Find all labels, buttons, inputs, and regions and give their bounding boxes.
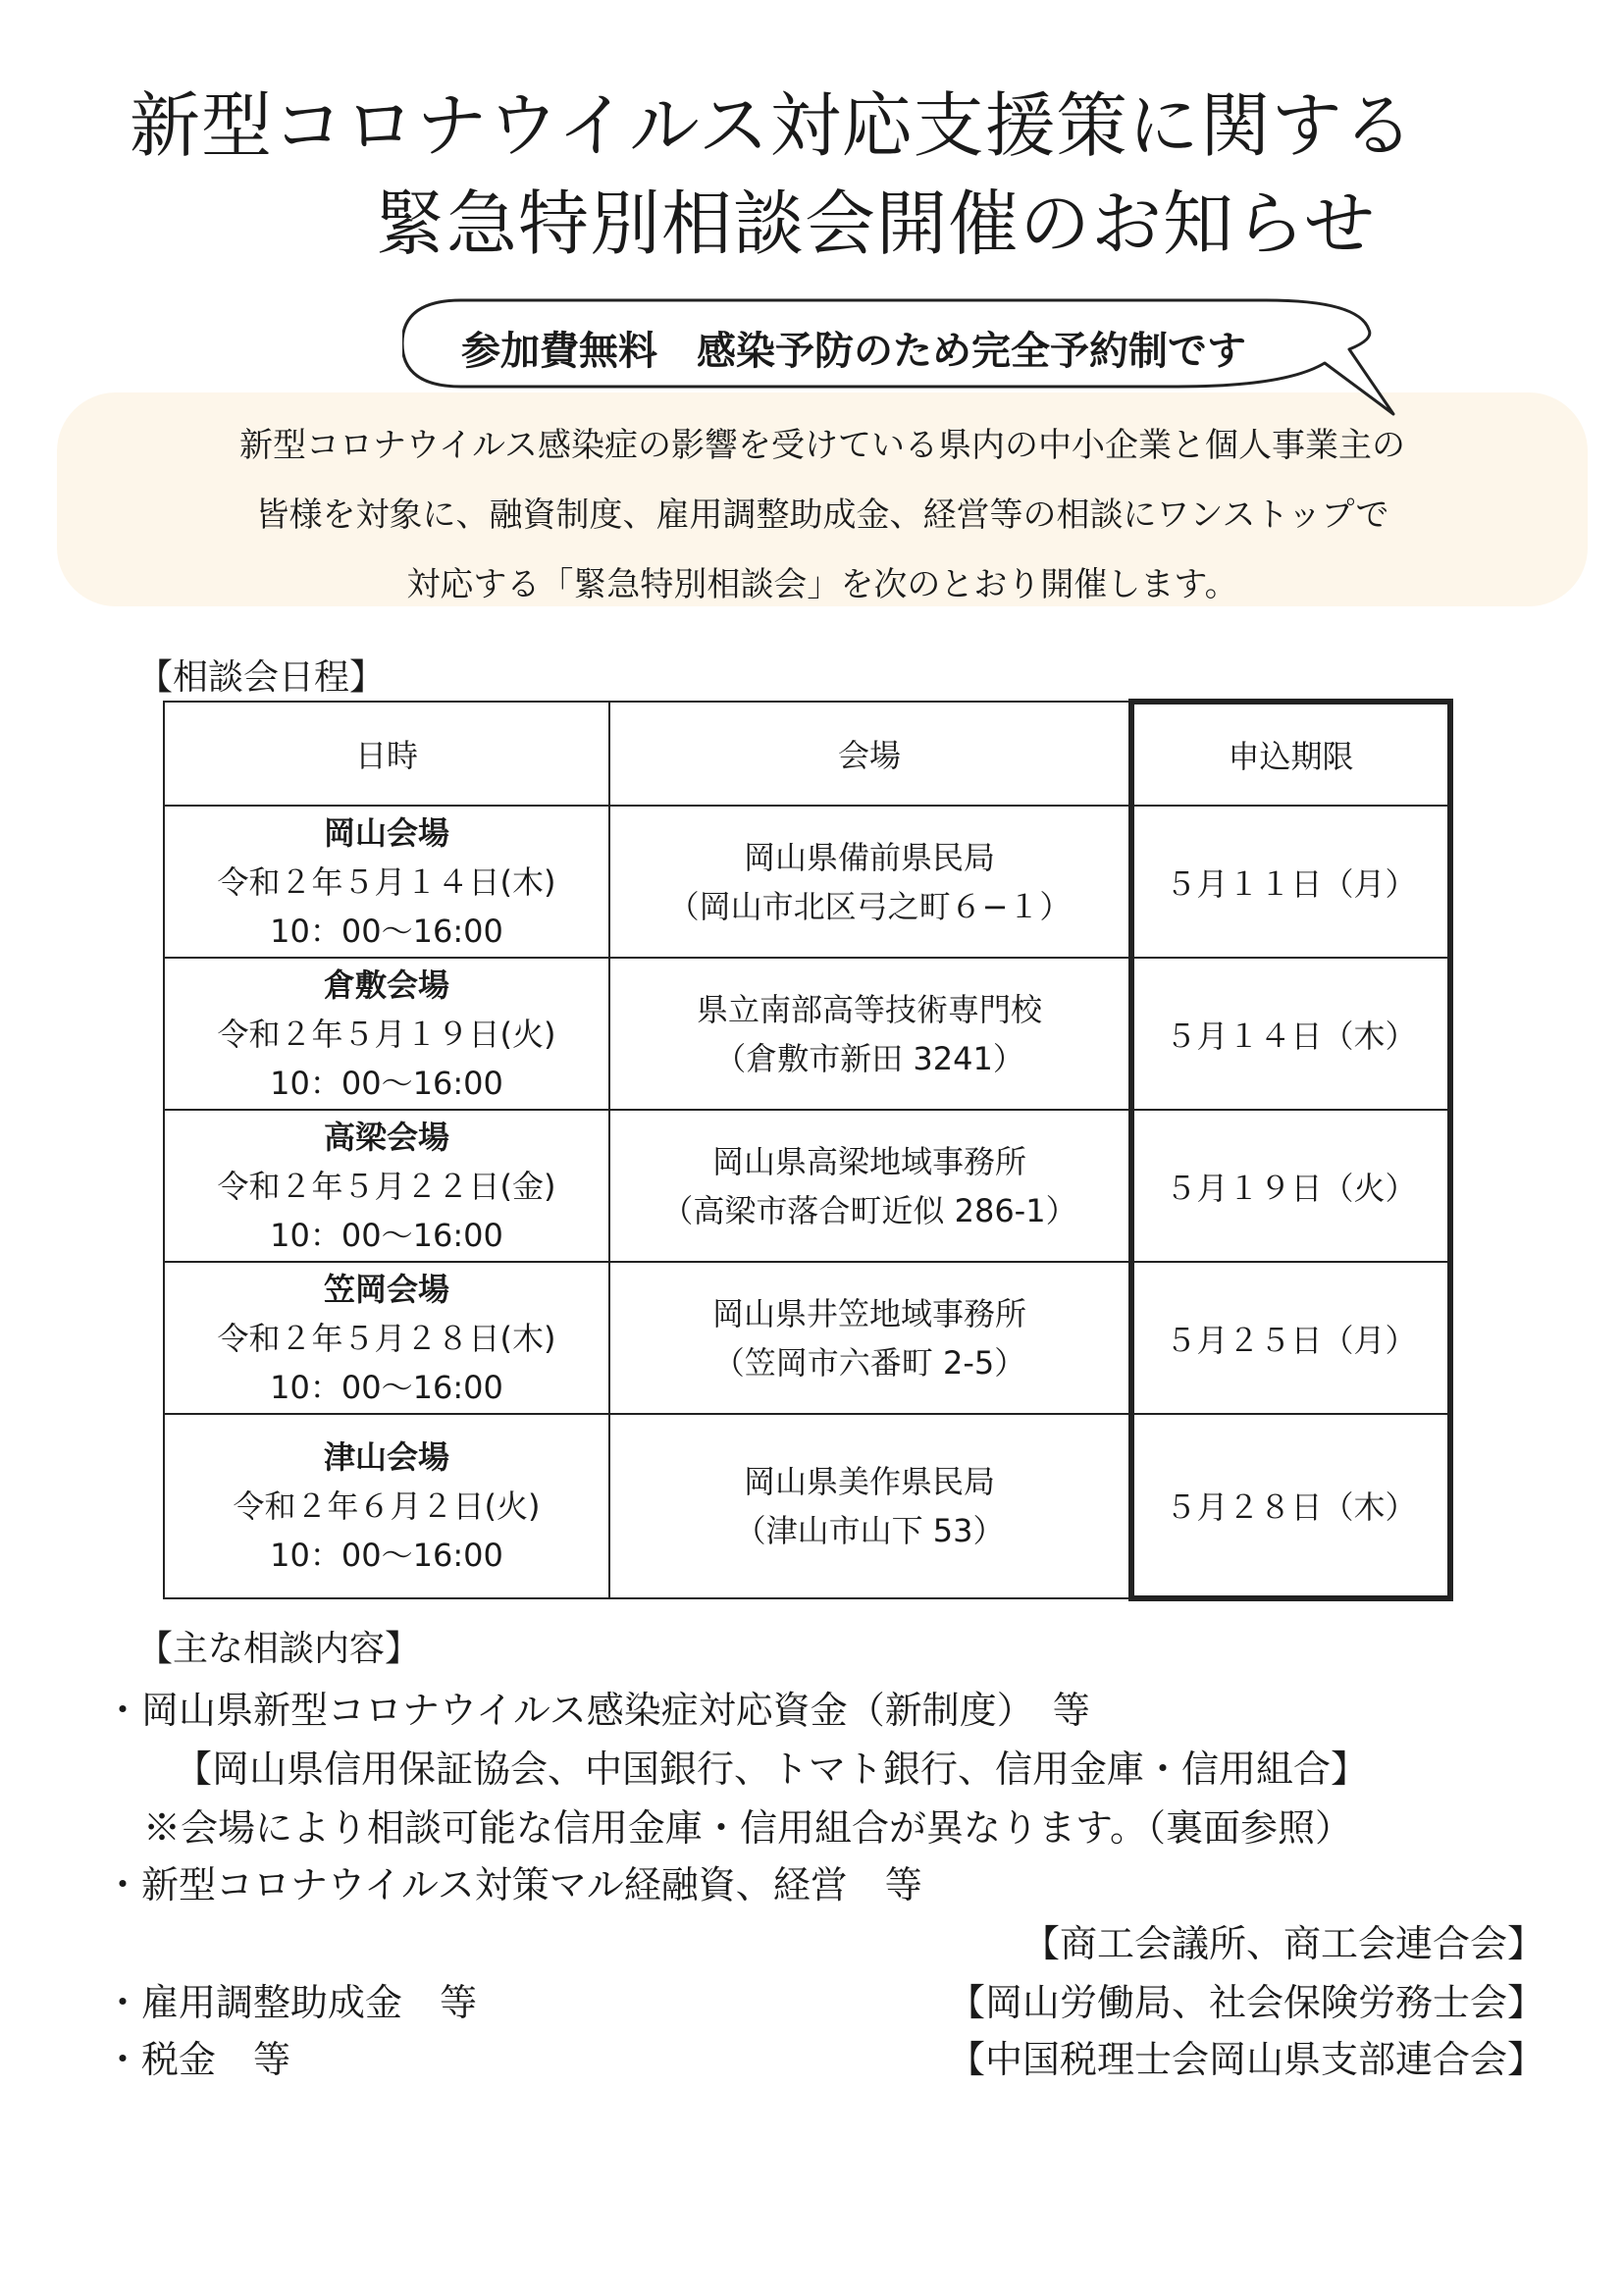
place-name: 岡山県井笠地域事務所 bbox=[712, 1294, 1027, 1332]
header-datetime: 日時 bbox=[164, 702, 609, 806]
place-name: 岡山県高梁地域事務所 bbox=[712, 1142, 1027, 1180]
event-date: 令和２年５月２２日(金) bbox=[217, 1167, 556, 1205]
topics-heading: 【主な相談内容】 bbox=[137, 1629, 421, 1669]
datetime-cell bbox=[164, 806, 609, 958]
event-date: 令和２年６月２日(火) bbox=[233, 1487, 541, 1525]
intro-box bbox=[57, 392, 1588, 606]
deadline-cell: ５月２８日（木） bbox=[1131, 1414, 1450, 1598]
datetime-cell bbox=[164, 958, 609, 1110]
datetime-cell bbox=[164, 1414, 609, 1598]
topic-item-employment: ・雇用調整助成金 等 bbox=[104, 1981, 478, 2024]
topic-item-fund: ・岡山県新型コロナウイルス感染症対応資金（新制度） 等 bbox=[104, 1689, 1090, 1732]
place-name: 県立南部高等技術専門校 bbox=[697, 990, 1043, 1028]
event-time: 10：00～16:00 bbox=[270, 1537, 503, 1574]
venue-name: 高梁会場 bbox=[323, 1118, 449, 1156]
place-address: （津山市山下 53） bbox=[734, 1512, 1005, 1549]
datetime-cell bbox=[164, 1262, 609, 1414]
topic-orgs-marukei: 【商工会議所、商工会連合会】 bbox=[1021, 1922, 1544, 1965]
topic-item-tax: ・税金 等 bbox=[104, 2038, 291, 2081]
place-cell bbox=[609, 1262, 1131, 1414]
schedule-heading: 【相談会日程】 bbox=[137, 657, 386, 698]
venue-name: 津山会場 bbox=[323, 1438, 449, 1476]
venue-name: 岡山会場 bbox=[323, 813, 449, 852]
table-row bbox=[164, 1414, 1450, 1598]
intro-line-3: 対応する「緊急特別相談会」を次のとおり開催します。 bbox=[406, 565, 1238, 604]
notice-text: 参加費無料 感染予防のため完全予約制です bbox=[461, 329, 1246, 374]
header-venue: 会場 bbox=[609, 702, 1131, 806]
table-row bbox=[164, 1262, 1450, 1414]
deadline-cell: ５月１１日（月） bbox=[1131, 806, 1450, 958]
notice-speech-bubble bbox=[402, 292, 1423, 408]
place-cell bbox=[609, 958, 1131, 1110]
place-cell bbox=[609, 1414, 1131, 1598]
venue-name: 笠岡会場 bbox=[323, 1270, 449, 1308]
place-address: （笠岡市六番町 2-5） bbox=[712, 1343, 1026, 1382]
page-title-line2: 緊急特別相談会開催のお知らせ bbox=[375, 183, 1376, 265]
topic-item-marukei: ・新型コロナウイルス対策マル経融資、経営 等 bbox=[104, 1863, 922, 1906]
event-date: 令和２年５月１４日(木) bbox=[217, 862, 556, 901]
event-date: 令和２年５月１９日(火) bbox=[217, 1015, 556, 1053]
table-header-row bbox=[164, 702, 1450, 806]
table-row bbox=[164, 806, 1450, 958]
place-cell bbox=[609, 1110, 1131, 1262]
event-time: 10：00～16:00 bbox=[270, 912, 503, 950]
deadline-cell: ５月１９日（火） bbox=[1131, 1110, 1450, 1262]
place-name: 岡山県美作県民局 bbox=[744, 1463, 996, 1500]
topic-orgs-employment: 【岡山労働局、社会保険労務士会】 bbox=[947, 1981, 1544, 2024]
intro-line-1: 新型コロナウイルス感染症の影響を受けている県内の中小企業と個人事業主の bbox=[239, 426, 1405, 465]
place-address: （倉敷市新田 3241） bbox=[714, 1039, 1024, 1077]
event-time: 10：00～16:00 bbox=[270, 1216, 503, 1254]
topic-note-fund: ※会場により相談可能な信用金庫・信用組合が異なります。（裏面参照） bbox=[143, 1806, 1352, 1850]
table-row bbox=[164, 958, 1450, 1110]
deadline-cell: ５月２５日（月） bbox=[1131, 1262, 1450, 1414]
deadline-cell: ５月１４日（木） bbox=[1131, 958, 1450, 1110]
datetime-cell bbox=[164, 1110, 609, 1262]
place-address: （高梁市落合町近似 286-1） bbox=[661, 1191, 1077, 1229]
table-row bbox=[164, 1110, 1450, 1262]
topic-orgs-fund: 【岡山県信用保証協会、中国銀行、トマト銀行、信用金庫・信用組合】 bbox=[175, 1748, 1369, 1791]
schedule-table bbox=[163, 699, 1453, 1601]
place-name: 岡山県備前県民局 bbox=[744, 838, 996, 876]
header-deadline: 申込期限 bbox=[1131, 702, 1450, 806]
venue-name: 倉敷会場 bbox=[323, 965, 449, 1004]
place-cell bbox=[609, 806, 1131, 958]
event-time: 10：00～16:00 bbox=[270, 1064, 503, 1102]
page-title-line1: 新型コロナウイルス対応支援策に関する bbox=[130, 84, 1415, 167]
event-date: 令和２年５月２８日(木) bbox=[217, 1319, 556, 1357]
topic-orgs-tax: 【中国税理士会岡山県支部連合会】 bbox=[947, 2038, 1544, 2081]
place-address: （岡山市北区弓之町６−１） bbox=[667, 887, 1072, 925]
intro-line-2: 皆様を対象に、融資制度、雇用調整助成金、経営等の相談にワンストップで bbox=[255, 496, 1389, 535]
event-time: 10：00～16:00 bbox=[270, 1368, 503, 1406]
